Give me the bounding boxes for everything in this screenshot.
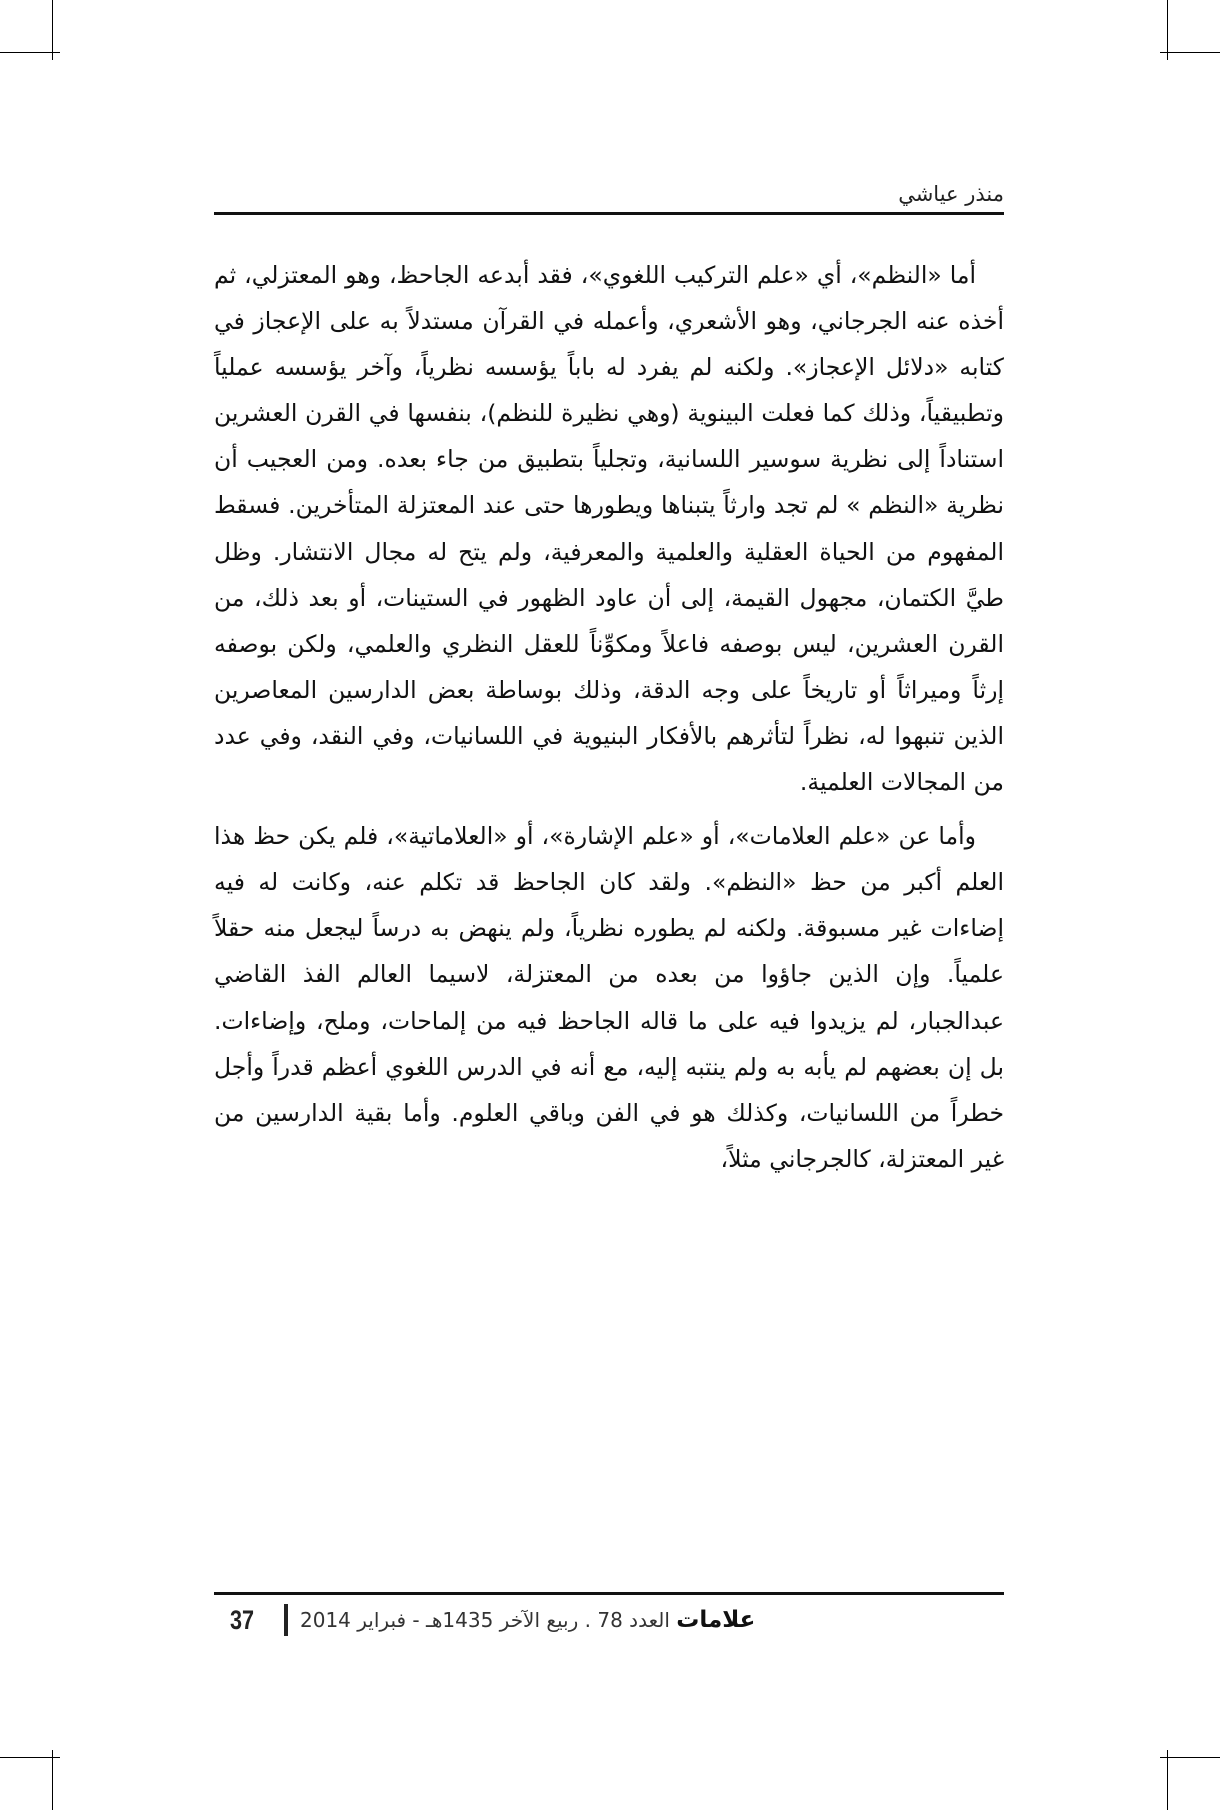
article-body <box>214 252 1004 1182</box>
crop-mark <box>1167 1750 1168 1810</box>
crop-mark <box>52 1750 53 1810</box>
footer-separator <box>284 1604 288 1636</box>
issue-info: العدد 78 . ربيع الآخر 1435هـ - فبراير 2014 <box>300 1608 670 1632</box>
page-footer <box>214 1602 1004 1638</box>
crop-mark <box>1160 52 1220 53</box>
header-rule <box>214 212 1004 215</box>
running-head-author: منذر عياشي <box>898 182 1004 206</box>
crop-mark <box>52 0 53 60</box>
page-number: 37 <box>230 1605 255 1635</box>
journal-issue-line <box>300 1602 755 1638</box>
crop-mark <box>1160 1757 1220 1758</box>
paragraph-2: وأما عن «علم العلامات»، أو «علم الإشارة»، أو «العلاماتية»، فلم يكن حظ هذا العلم أكبر من حظ «النظم». ولقد كان الجاحظ قد تكلم عنه، وكانت له فيه إضاءات غير مسبوقة. ولكنه لم يطوره نظرياً، ولم ينهض به درساً ليجعل منه حقلاً علمياً. وإن الذين جاؤوا من بعده من المعتزلة، لاسيما العالم الفذ القاضي عبدالجبار، لم يزيدوا فيه على ما قاله الجاحظ فيه من إلماحات، وملح، وإضاءات. بل إن بعضهم لم يأبه به ولم ينتبه إليه، مع أنه في الدرس اللغوي أعظم قدراً وأجل خطراً من اللسانيات، وكذلك هو في الفن وباقي العلوم. وأما بقية الدارسين من غير المعتزلة، كالجرجاني مثلاً، <box>214 822 1004 1173</box>
crop-mark <box>0 1757 60 1758</box>
journal-name: علامات <box>676 1607 756 1633</box>
crop-mark <box>0 52 60 53</box>
crop-mark <box>1167 0 1168 60</box>
paragraph-1: أما «النظم»، أي «علم التركيب اللغوي»، فقد أبدعه الجاحظ، وهو المعتزلي، ثم أخذه عنه الجرجاني، وهو الأشعري، وأعمله في القرآن مستدلاً به على الإعجاز في كتابه «دلائل الإعجاز». ولكنه لم يفرد له باباً يؤسسه نظرياً، وآخر يؤسسه عملياً وتطبيقياً، وذلك كما فعلت البينوية (وهي نظيرة للنظم)، بنفسها في القرن العشرين استناداً إلى نظرية سوسير اللسانية، وتجلياً بتطبيق من جاء بعده. ومن العجيب أن نظرية «النظم » لم تجد وارثاً يتبناها ويطورها حتى عند المعتزلة المتأخرين. فسقط المفهوم من الحياة العقلية والعلمية والمعرفية، ولم يتح له مجال الانتشار. وظل طيَّ الكتمان، مجهول القيمة، إلى أن عاود الظهور في الستينات، أو بعد ذلك، من القرن العشرين، ليس بوصفه فاعلاً ومكوِّناً للعقل النظري والعلمي، ولكن بوصفه إرثاً وميراثاً أو تاريخاً على وجه الدقة، وذلك بوساطة بعض الدارسين المعاصرين الذين تنبهوا له، نظراً لتأثرهم بالأفكار البنيوية في اللسانيات، وفي النقد، وفي عدد من المجالات العلمية. <box>214 261 1004 797</box>
footer-rule <box>214 1592 1004 1595</box>
